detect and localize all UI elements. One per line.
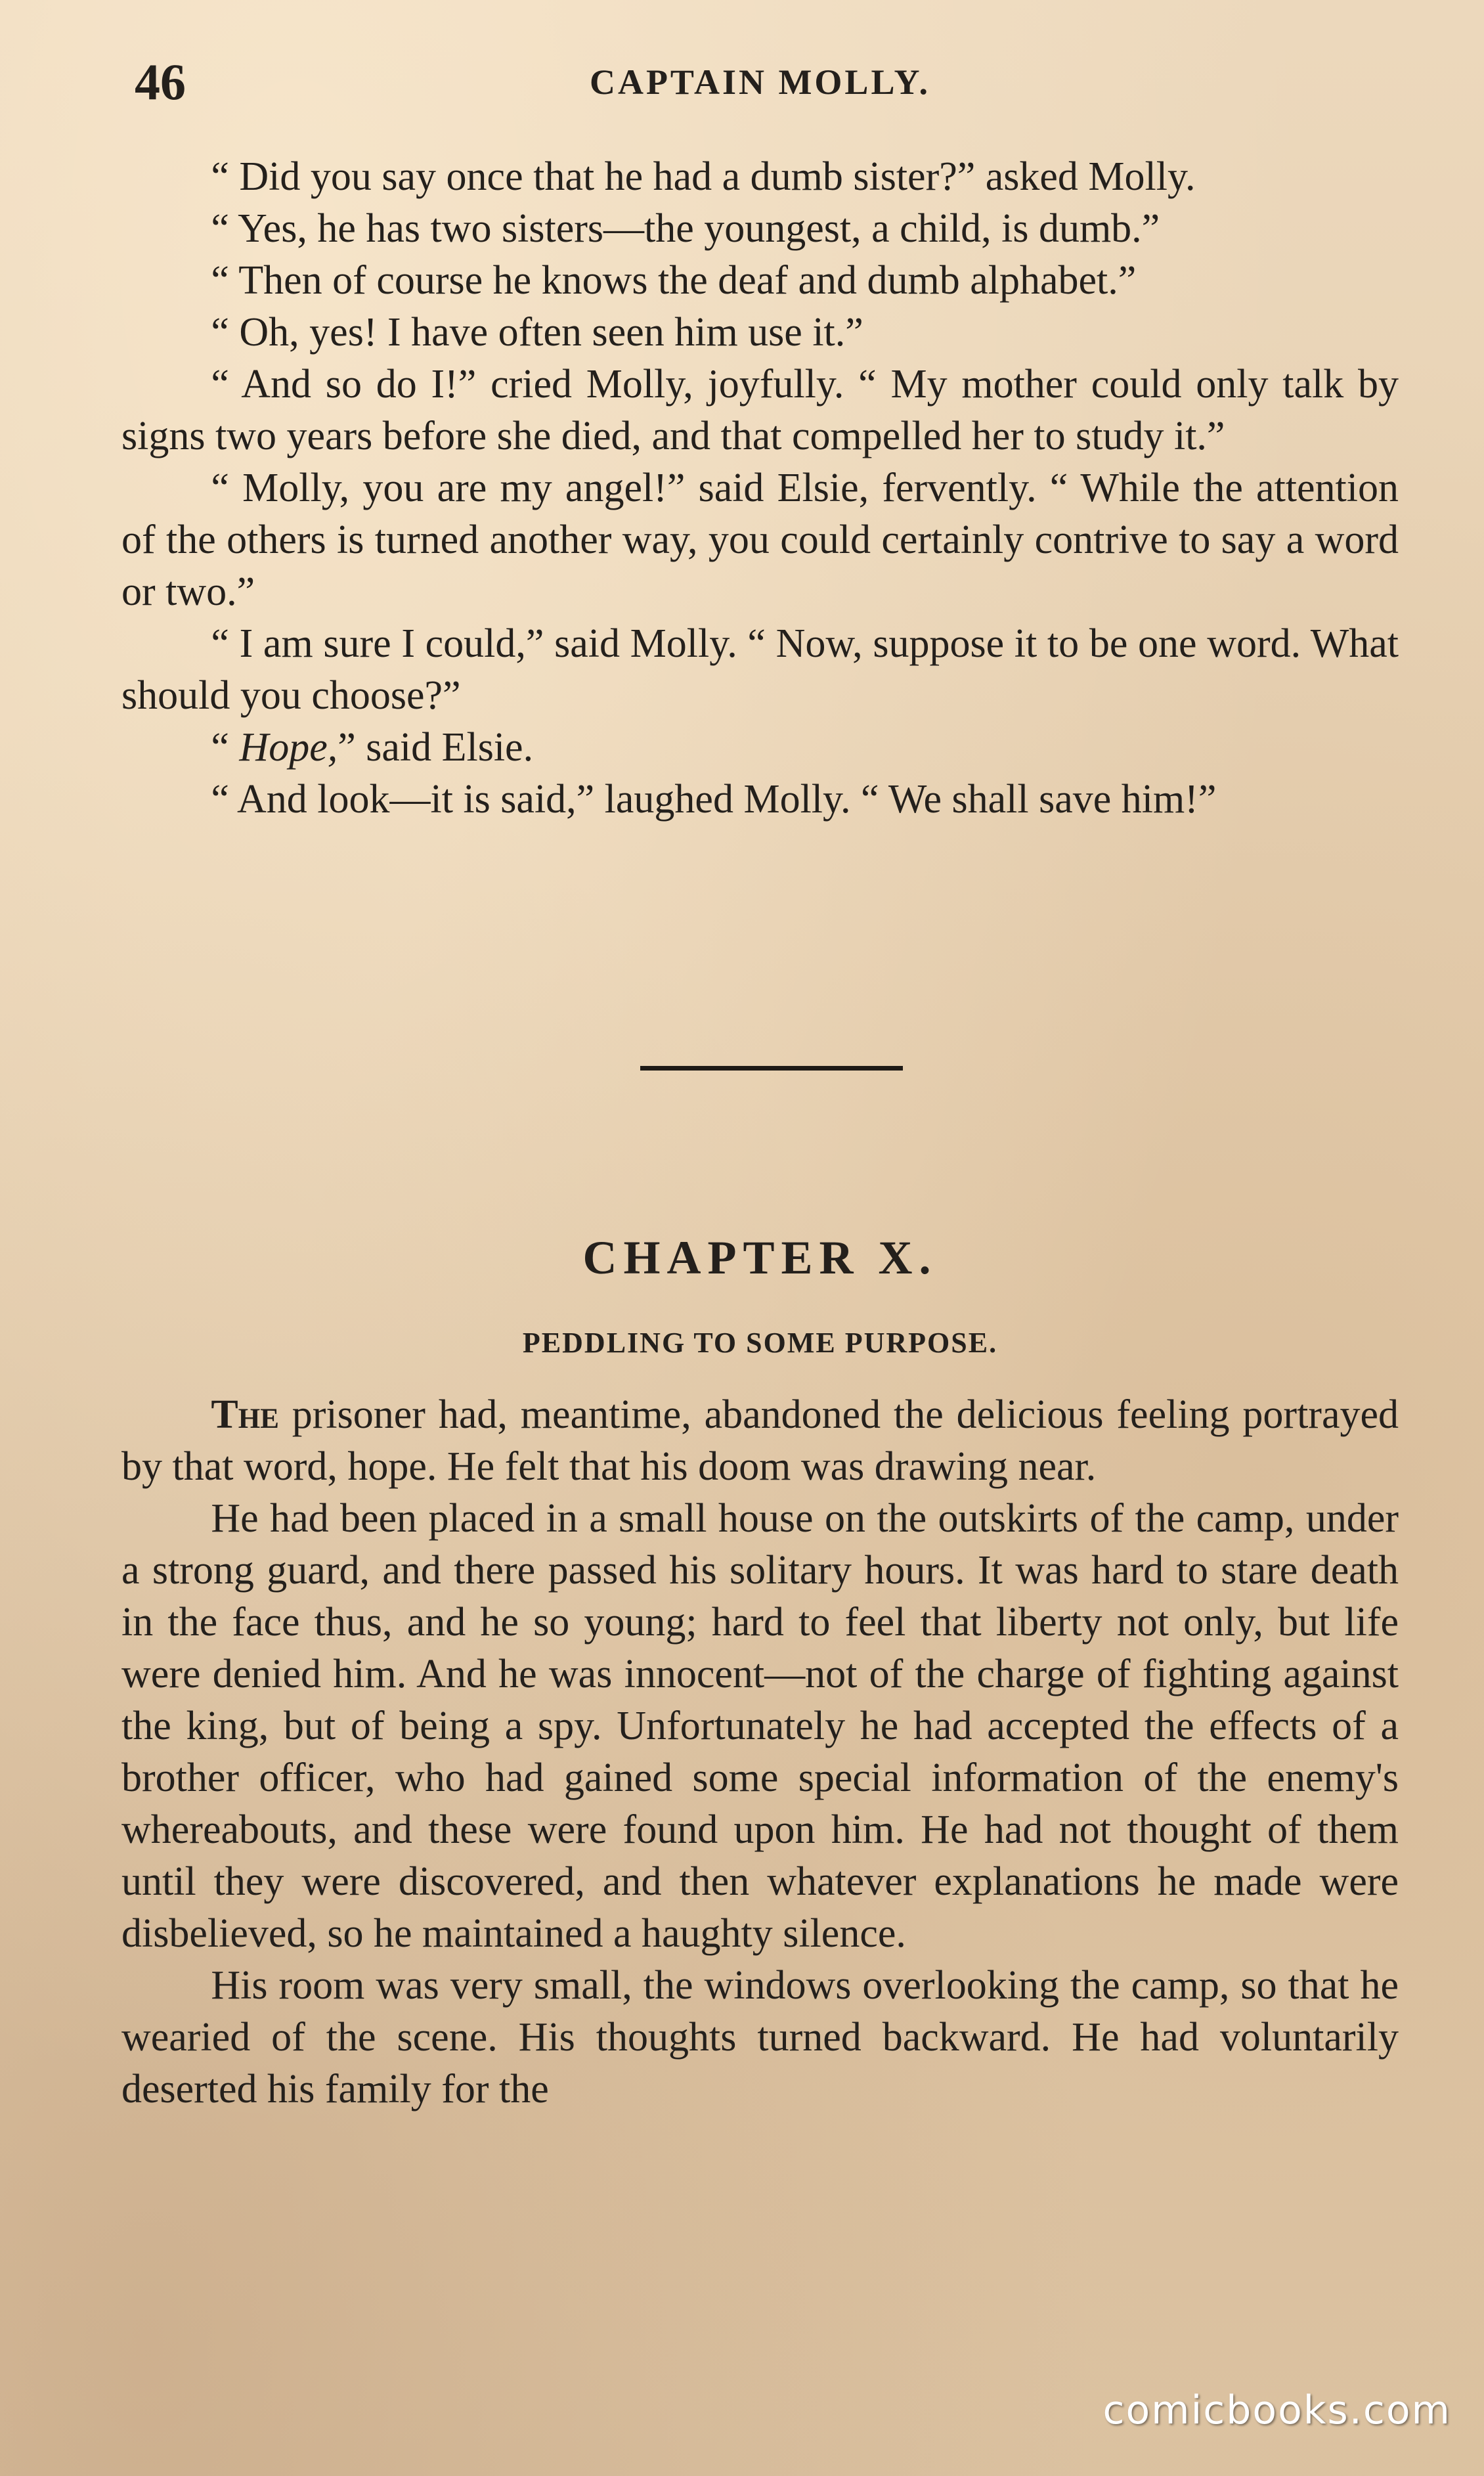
hope-rest: ” said Elsie. [338, 725, 534, 770]
paragraph: “ Then of course he knows the deaf and dumb alphabet.” [211, 258, 1137, 303]
chapter-body [121, 1389, 1399, 2115]
paragraph-text: prisoner had, meantime, abandoned the delicious feeling portrayed by that word, hope. He felt that his doom was drawing near. [121, 1392, 1399, 1489]
paragraph: “ Did you say once that he had a dumb sister?” asked Molly. [211, 154, 1196, 199]
paragraph: He had been placed in a small house on the outskirts of the camp, under a strong guard, and there passed his solitary hours. It was hard to stare death in the face thus, and he so young; hard to feel that liberty not only, but life were denied him. And he was innocent—not of the charge of fighting against the king, but of being a spy. Unfortunately he had accepted the effects of a brother officer, who had gained some special information of the enemy's whereabouts, and these were found upon him. He had not thought of them until they were discovered, and then whatever explanations he made were disbelieved, so he maintained a haughty silence. [121, 1496, 1399, 1956]
running-head: CAPTAIN MOLLY. [589, 62, 931, 102]
lead-word: The [211, 1392, 279, 1437]
open-quote: “ [211, 725, 240, 770]
dialogue-section [121, 151, 1399, 826]
page-header [121, 46, 1399, 118]
paragraph-hope [121, 722, 1399, 774]
section-divider [640, 1066, 903, 1071]
paragraph: “ I am sure I could,” said Molly. “ Now, suppose it to be one word. What should you choose?” [121, 621, 1399, 718]
watermark: comicbooks.com [1102, 2387, 1451, 2433]
paragraph: “ Oh, yes! I have often seen him use it.” [211, 310, 863, 355]
paragraph [121, 1389, 1399, 1493]
chapter-subtitle: PEDDLING TO SOME PURPOSE. [522, 1327, 998, 1359]
paragraph: His room was very small, the windows overlooking the camp, so that he wearied of the scene. His thoughts turned backward. He had voluntarily deserted his family for the [121, 1963, 1399, 2111]
hope-word: Hope, [239, 725, 338, 770]
chapter-title: CHAPTER X. [582, 1231, 938, 1284]
book-page [121, 39, 1399, 2437]
paragraph: “ Molly, you are my angel!” said Elsie, fervently. “ While the attention of the others is turned another way, you could certainly contrive to say a word or two.” [121, 466, 1399, 614]
paragraph: “ And so do I!” cried Molly, joyfully. “ My mother could only talk by signs two years before she died, and that compelled her to study it.” [121, 362, 1399, 458]
paragraph: “ Yes, he has two sisters—the youngest, a child, is dumb.” [211, 206, 1160, 251]
paragraph: “ And look—it is said,” laughed Molly. “ We shall save him!” [211, 777, 1217, 822]
page-number: 46 [135, 53, 186, 110]
